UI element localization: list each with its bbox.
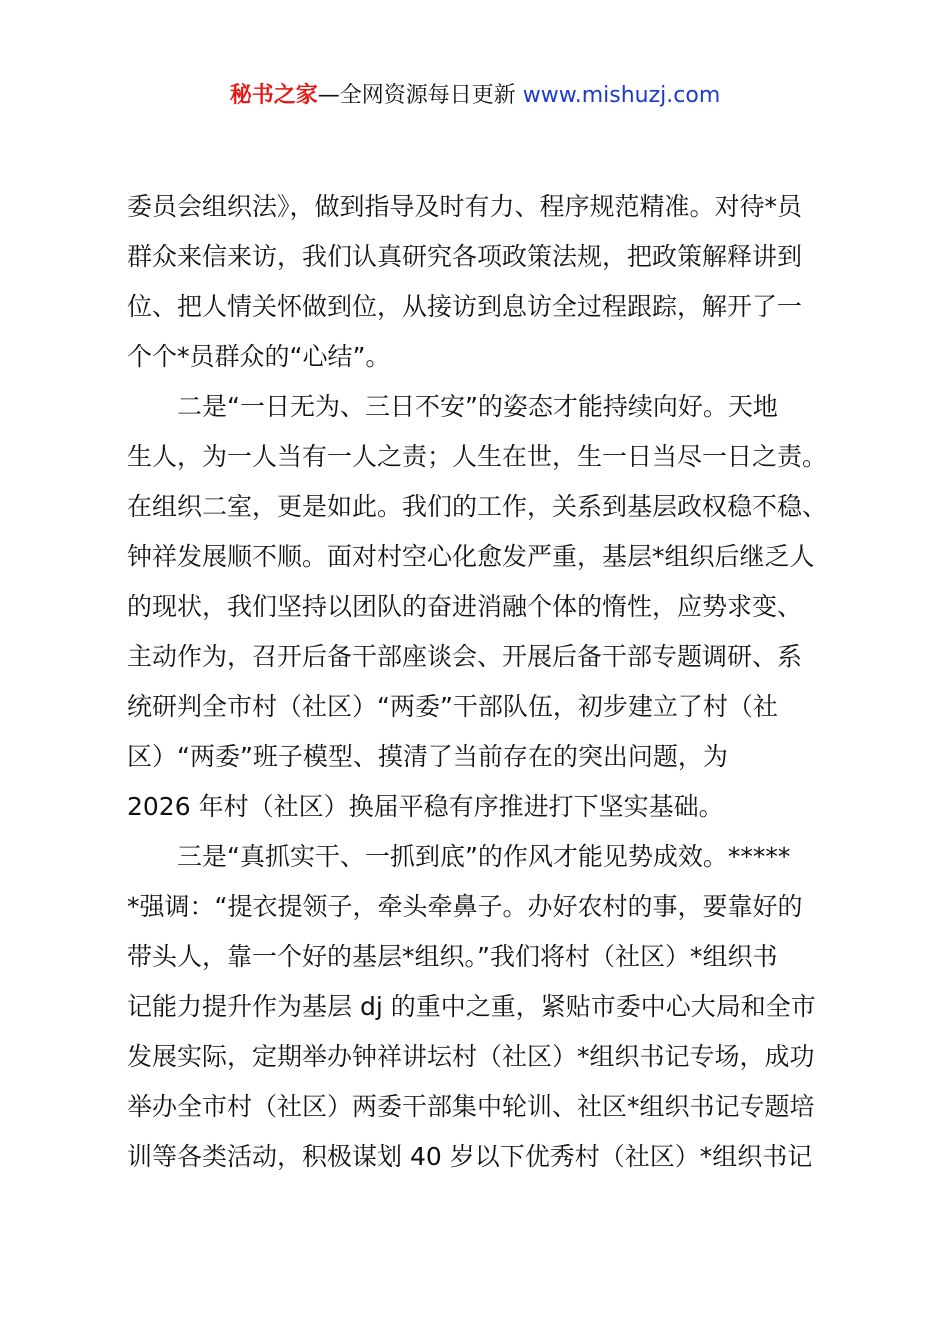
text-line: 群众来信来访，我们认真研究各项政策法规，把政策解释讲到 [127, 242, 803, 271]
text-line: 主动作为，召开后备干部座谈会、开展后备干部专题调研、系 [127, 642, 803, 671]
text-line: 举办全市村（社区）两委干部集中轮训、社区*组织书记专题培 [127, 1092, 815, 1121]
text-line: *强调：“提衣提领子，牵头牵鼻子。办好农村的事，要靠好的 [127, 892, 803, 921]
text-line: 发展实际，定期举办钟祥讲坛村（社区）*组织书记专场，成功 [127, 1042, 815, 1071]
site-url-link[interactable]: www.mishuzj.com [515, 83, 721, 108]
text-line: 2026 年村（社区）换届平稳有序推进打下坚实基础。 [127, 792, 724, 821]
text-line: 二是“一日无为、三日不安”的姿态才能持续向好。天地 [127, 392, 778, 421]
text-line: 在组织二室，更是如此。我们的工作，关系到基层政权稳不稳、 [127, 492, 828, 521]
text-line: 三是“真抓实干、一抓到底”的作风才能见势成效。***** [127, 842, 791, 871]
text-line: 个个*员群众的“心结”。 [127, 342, 391, 371]
text-line: 钟祥发展顺不顺。面对村空心化愈发严重，基层*组织后继乏人 [127, 542, 815, 571]
text-line: 训等各类活动，积极谋划 40 岁以下优秀村（社区）*组织书记 [127, 1142, 813, 1171]
text-line: 委员会组织法》，做到指导及时有力、程序规范精准。对待*员 [127, 192, 803, 221]
text-line: 记能力提升作为基层 dj 的重中之重，紧贴市委中心大局和全市 [127, 992, 816, 1021]
site-header [0, 80, 950, 112]
text-line: 的现状，我们坚持以团队的奋进消融个体的惰性，应势求变、 [127, 592, 803, 621]
header-tagline: —全网资源每日更新 [317, 83, 516, 108]
text-line: 位、把人情关怀做到位，从接访到息访全过程跟踪，解开了一 [127, 292, 803, 321]
text-line: 统研判全市村（社区）“两委”干部队伍，初步建立了村（社 [127, 692, 778, 721]
text-line: 区）“两委”班子模型、摸清了当前存在的突出问题，为 [127, 742, 728, 771]
text-line: 带头人，靠一个好的基层*组织。”我们将村（社区）*组织书 [127, 942, 778, 971]
document-body [127, 182, 833, 1182]
text-line: 生人，为一人当有一人之责；人生在世，生一日当尽一日之责。 [127, 442, 828, 471]
brand-name: 秘书之家 [229, 83, 318, 108]
